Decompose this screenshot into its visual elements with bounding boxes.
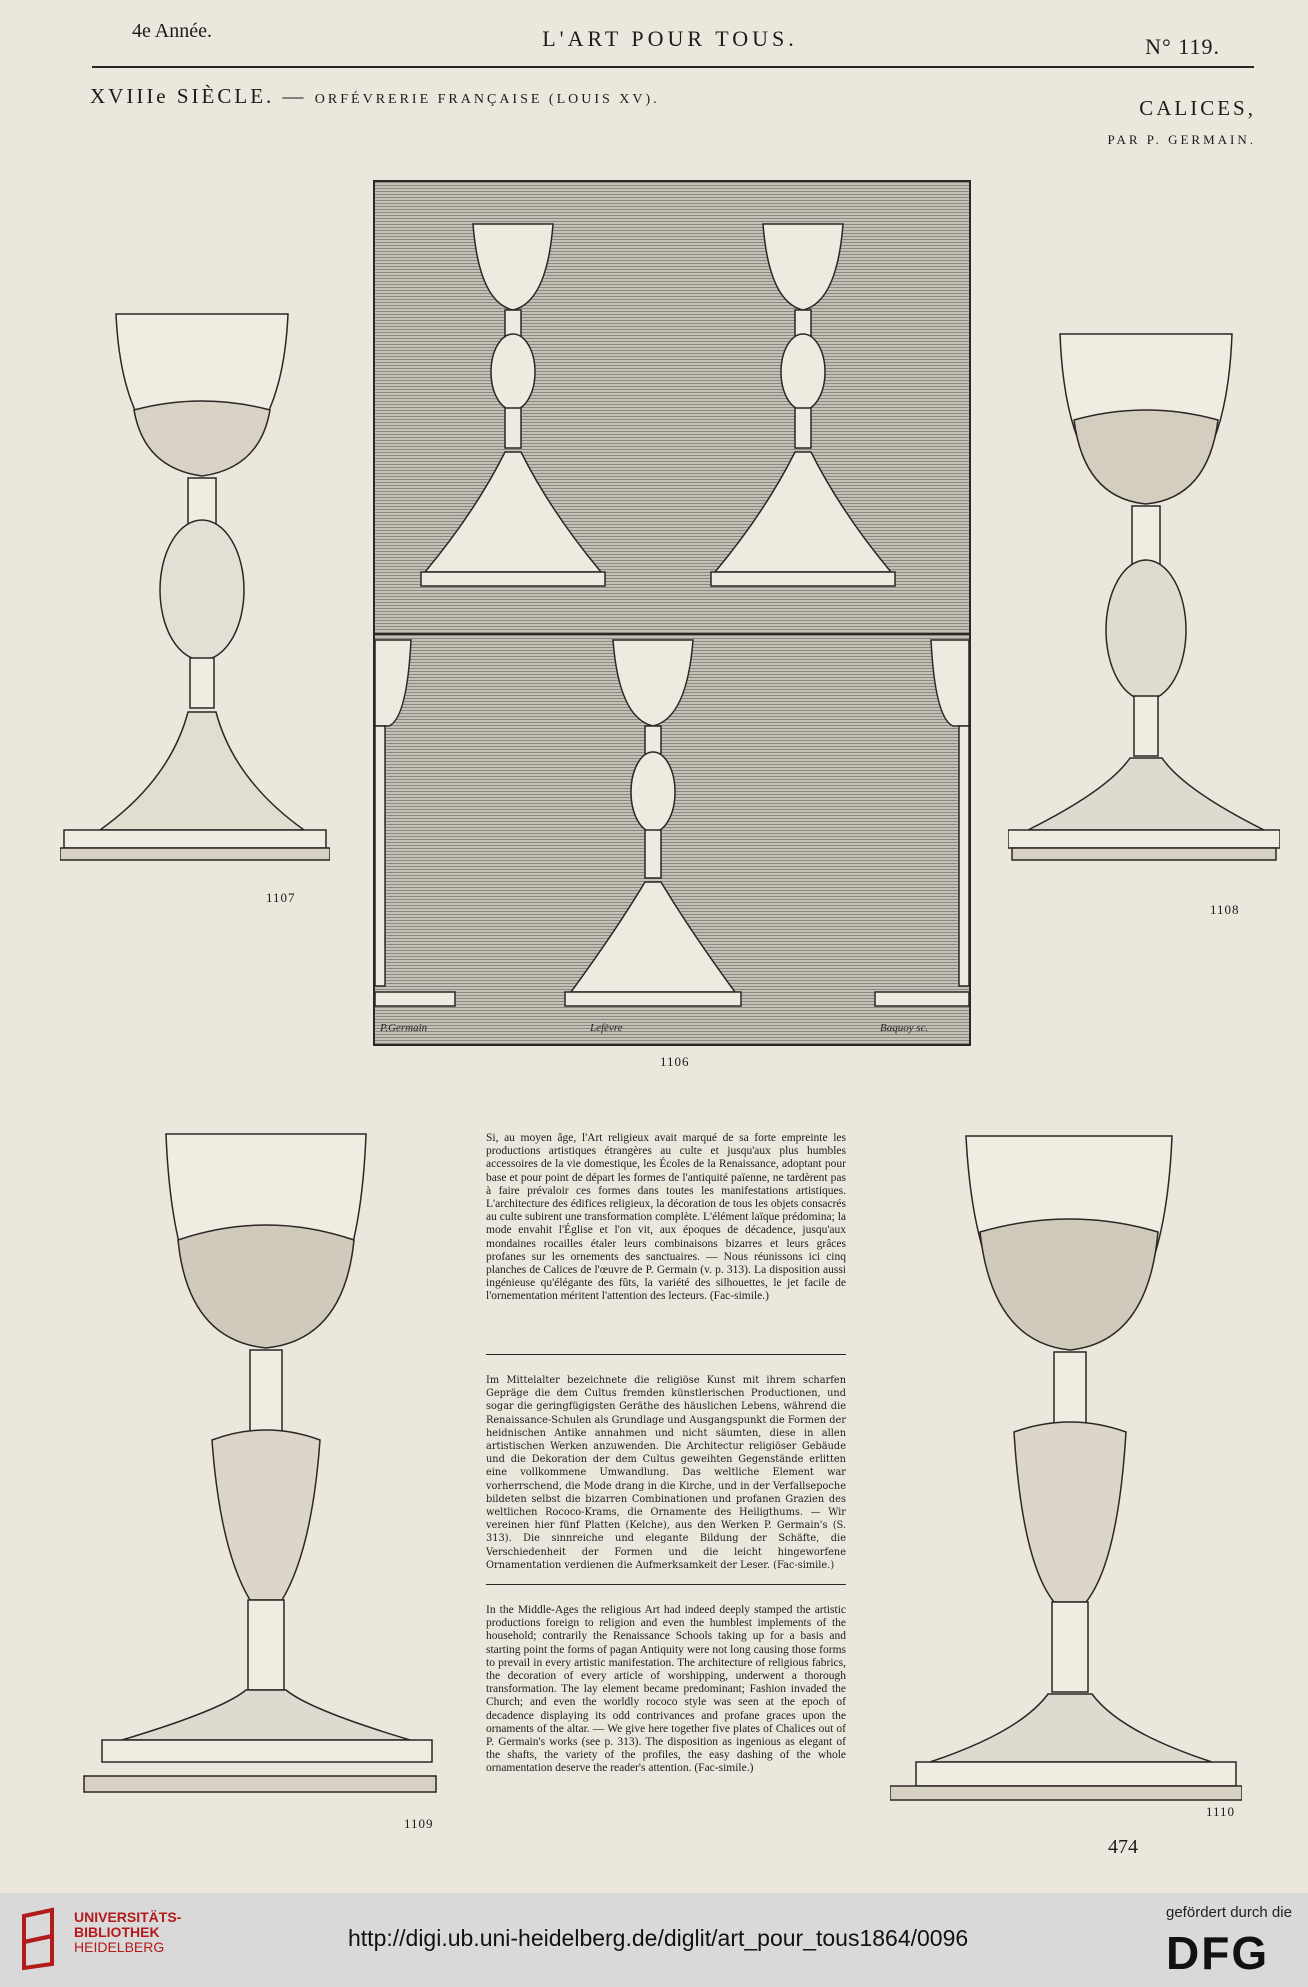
text-english: In the Middle-Ages the religious Art had indeed deeply stamped the artistic productions foreign to religion and even the humblest implements of the household; contrarily the Renaissance Schools taking up for a basis and starting point the forms of pagan Antiquity were not long causing those forms to prevail in every artistic manifestation. The architecture of religious fabrics, the decoration of every article of worshipping, underwent a thorough transformation. The lay element became predominant; Fashion invaded the Church; and even the worldly rococo style was seen at the epoch of decadence displaying its odd contrivances and profane graces upon the ornaments of the altar. — We give here together five plates of Chalices out of P. Germain's works (see p. 313). The disposition as ingenious as elegant of the shafts, the variety of the profiles, the easy dashing of the whole ornamentation deserve the reader's attention. (Fac-simile.) <box>486 1604 846 1775</box>
subject-label: ORFÉVRERIE FRANÇAISE (LOUIS XV). <box>314 92 660 107</box>
chalice-1108-illustration <box>1008 330 1280 882</box>
chalice-1109-illustration <box>82 1130 442 1810</box>
text-french: Si, au moyen âge, l'Art religieux avait marqué de sa forte empreinte les productions artistiques étrangères au culte et jusqu'aux plus humbles accessoires de la vie domestique, les Écoles de la Renaissance, adoptant pour base et pour point de départ les formes de l'antiquité païenne, ne tardèrent pas à faire prévaloir ces formes dans toutes les manifestations artistiques. L'architecture des édifices religieux, la décoration de tous les objets consacrés au culte subirent une transformation complète. L'élément laïque prédomina; la mode envahit l'Église et l'on vit, aux époques de décadence, jusqu'aux mondaines rocailles étaler leurs combinaisons bizarres et leurs grâces profanes sur les ornements des sanctuaires. — Nous réunissons ici cinq planches de Calices de l'œuvre de P. Germain (v. p. 313). La disposition aussi ingénieuse qu'élégante des fûts, la variété des silhouettes, le jet facile de l'ornementation méritent l'attention des lecteurs. (Fac-simile.) <box>486 1132 846 1303</box>
plate-title: CALICES, <box>1139 96 1256 120</box>
engraved-plate-1106 <box>373 180 971 1046</box>
source-url-link[interactable]: http://digi.ub.uni-heidelberg.de/diglit/art_pour_tous1864/0096 <box>348 1925 969 1951</box>
sponsor-label: gefördert durch die <box>1166 1904 1292 1921</box>
text-german: Im Mittelalter bezeichnete die religiöse Kunst mit ihrem scharfen Gepräge die dem Cultus fremden künstlerischen Productionen, und sogar die geringfügigsten Geräthe des häuslichen Lebens, während die Renaissance-Schulen als Grundlage und Ausgangspunkt die Formen der heidnischen Antike annahmen und nicht säumten, diese in allen artistischen Werken anzuwenden. Die Architectur religiöser Gebäude und die Dekoration der dem Cultus geweihten Gegenstände erlitten eine vollkommene Umwandlung. Das weltliche Element war vorherrschend, die Mode drang in die Kirche, und in der Verfallsepoche bildeten selbst die bizarren Combinationen und profanen Grazien des weltlichen Rococo-Krams, die Ornamente des Heiligthums. — Wir vereinen hier fünf Platten (Kelche), aus den Werken P. Germain's (S. 313). Die sinnreiche und elegante Bildung der Schäfte, die Verschiedenheit der Formen und die leicht hingeworfene Ornamentation verdienen die Aufmerksamkeit der Leser. (Fac-simile.) <box>486 1375 846 1571</box>
chalice-1107-illustration <box>60 300 330 870</box>
plate-chalices-illustration <box>375 182 969 1044</box>
chalice-1110-illustration <box>890 1132 1242 1816</box>
period-label: XVIIIe SIÈCLE. <box>90 84 275 108</box>
dfg-logo[interactable]: DFG <box>1166 1927 1270 1979</box>
page-number: 474 <box>1108 1836 1138 1858</box>
journal-title: L'ART POUR TOUS. <box>542 26 798 51</box>
figure-number-1108: 1108 <box>1210 902 1240 917</box>
figure-number-1106: 1106 <box>660 1054 690 1069</box>
issue-number: N° 119. <box>1145 34 1220 59</box>
plate-author: PAR P. GERMAIN. <box>1107 132 1256 147</box>
plate-caption-left: P.Germain <box>380 1022 428 1034</box>
plate-caption-center: Lefèvre <box>590 1022 623 1034</box>
header-rule <box>92 66 1254 68</box>
plate-caption-right: Baquoy sc. <box>880 1022 929 1034</box>
heidelberg-logo-icon[interactable] <box>18 1906 60 1972</box>
plate-divider <box>373 633 971 635</box>
text-divider-2 <box>486 1584 846 1585</box>
text-divider-1 <box>486 1354 846 1355</box>
volume-label: 4e Année. <box>132 20 212 42</box>
section-heading: XVIIIe SIÈCLE. — ORFÉVRERIE FRANÇAISE (LOUIS XV). <box>90 84 660 108</box>
university-library-name[interactable]: UNIVERSITÄTS- BIBLIOTHEK HEIDELBERG <box>74 1909 182 1955</box>
figure-number-1110: 1110 <box>1206 1804 1236 1819</box>
figure-number-1109: 1109 <box>404 1816 434 1831</box>
figure-number-1107: 1107 <box>266 890 296 905</box>
